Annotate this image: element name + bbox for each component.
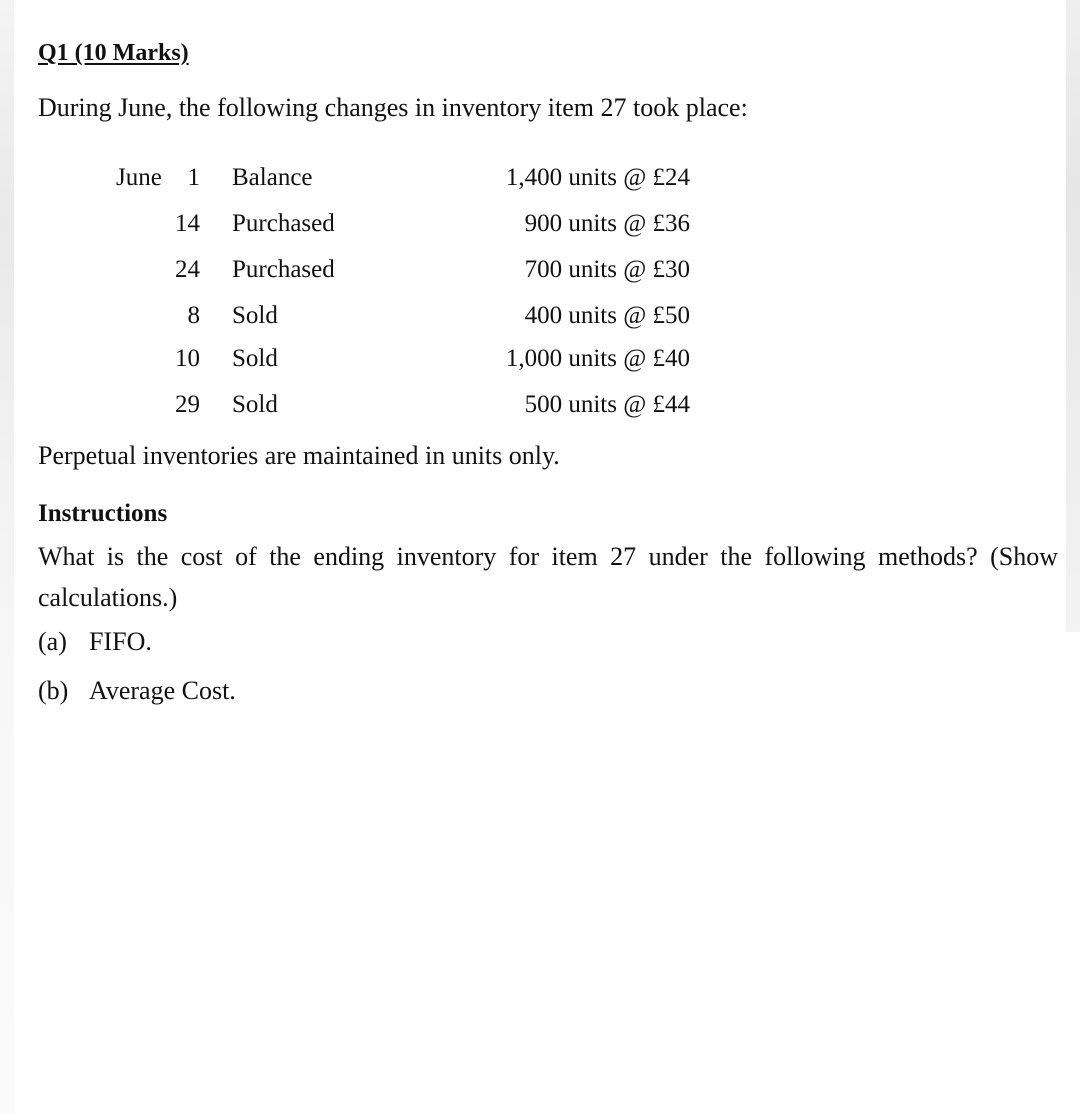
question-intro: During June, the following changes in inventory item 27 took place: [38,93,748,122]
inventory-row [0,164,1080,198]
row-day: 14 [175,210,200,237]
part-text: FIFO. [89,627,152,656]
row-day: 8 [187,302,200,329]
row-day: 29 [175,391,200,418]
inventory-row [0,210,1080,244]
instructions-heading: Instructions [38,500,168,527]
row-quantity: 1,000 units @ £40 [505,345,690,372]
inventory-row [0,256,1080,290]
part-b [38,676,236,706]
row-day: 10 [175,345,200,372]
month-label: June [116,164,162,191]
inventory-note: Perpetual inventories are maintained in units only. [38,441,560,470]
row-description: Purchased [232,210,335,237]
inventory-row [0,345,1080,379]
row-quantity: 900 units @ £36 [524,210,690,237]
question-heading: Q1 (10 Marks) [38,40,189,66]
inventory-row [0,391,1080,425]
part-label: (a) [38,627,67,656]
inventory-row [0,302,1080,336]
instructions-body: What is the cost of the ending inventory for item 27 under the following methods? (Show calculations.) [38,542,1058,612]
part-text: Average Cost. [89,676,236,705]
part-a [38,627,152,657]
part-label: (b) [38,676,69,705]
row-quantity: 400 units @ £50 [524,302,690,329]
row-description: Purchased [232,256,335,283]
row-quantity: 700 units @ £30 [524,256,690,283]
row-day: 24 [175,256,200,283]
row-description: Sold [232,302,278,329]
row-quantity: 500 units @ £44 [524,391,690,418]
row-quantity: 1,400 units @ £24 [505,164,690,191]
row-description: Balance [232,164,313,191]
row-description: Sold [232,391,278,418]
row-description: Sold [232,345,278,372]
row-day: 1 [187,164,200,191]
